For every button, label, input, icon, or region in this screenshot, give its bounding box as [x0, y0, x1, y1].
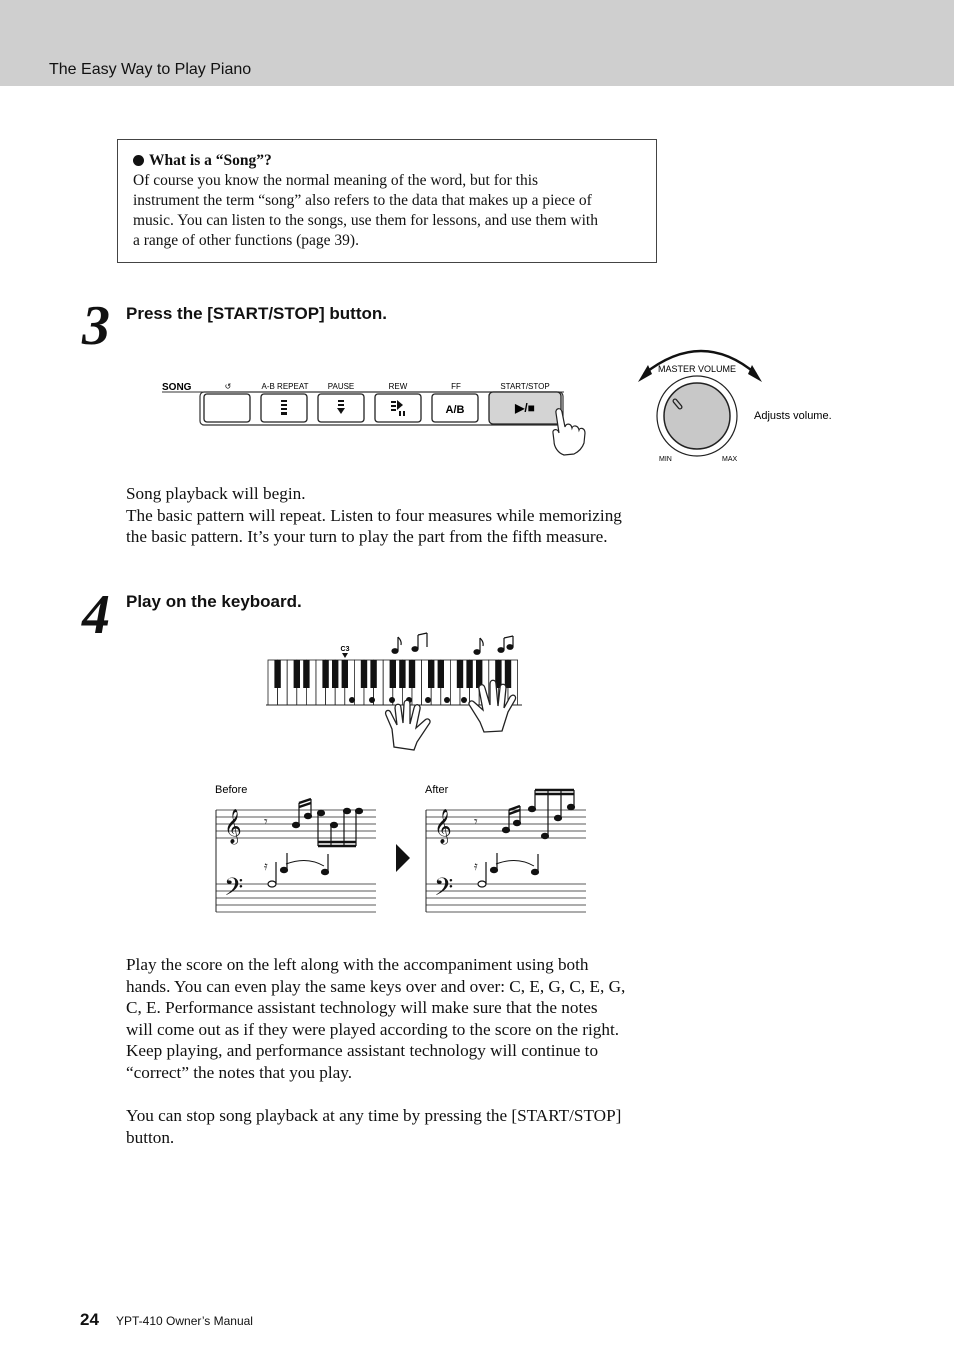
black-key: [370, 660, 376, 688]
step-number: 3: [82, 295, 110, 357]
page-number: 24: [80, 1310, 99, 1329]
note-line: instrument the term “song” also refers to the data that makes up a piece of: [133, 192, 592, 209]
start-stop-label: START/STOP: [500, 382, 550, 391]
ab-repeat-button[interactable]: [261, 394, 307, 422]
black-key: [438, 660, 444, 688]
manual-title: YPT-410 Owner’s Manual: [116, 1314, 253, 1328]
black-key: [390, 660, 396, 688]
section-title: The Easy Way to Play Piano: [49, 61, 252, 78]
score-before-label: Before: [215, 784, 248, 796]
pressing-hand-icon: [553, 409, 585, 455]
arrow-right-icon: [396, 844, 410, 872]
step-title: Press the [START/STOP] button.: [126, 304, 387, 323]
treble-clef-icon: 𝄞: [434, 810, 452, 843]
bass-clef-icon: 𝄢: [224, 874, 244, 907]
rew-button[interactable]: [375, 394, 421, 422]
bass-clef-icon: 𝄢: [434, 874, 454, 907]
after-notes: [474, 790, 575, 887]
black-key: [409, 660, 415, 688]
master-volume-label: MASTER VOLUME: [657, 364, 737, 374]
black-key: [294, 660, 300, 688]
black-key: [399, 660, 405, 688]
c3-marker-label: C3: [340, 646, 350, 653]
note-line: music. You can listen to the songs, use them for lessons, and use them with: [133, 212, 598, 229]
score-comparison: [212, 780, 592, 916]
pause-button[interactable]: [318, 394, 364, 422]
score-after-label: After: [425, 784, 449, 796]
song-control-panel: [158, 375, 598, 460]
step3-body: Song playback will begin. The basic pattern will repeat. Listen to four measures while memorizing the basic pattern. It’s your turn to play the part from the fifth measure.: [126, 484, 622, 547]
black-key: [476, 660, 482, 688]
black-key: [457, 660, 463, 688]
left-hand-icon: [386, 700, 431, 750]
black-key: [361, 660, 367, 688]
bullet-icon: [133, 155, 144, 166]
step-title: Play on the keyboard.: [126, 592, 302, 611]
treble-clef-icon: 𝄞: [224, 810, 242, 843]
music-notes-icon: [392, 633, 513, 654]
volume-max-label: MAX: [722, 456, 738, 463]
start-stop-face: ▶/■: [515, 401, 535, 415]
volume-min-label: MIN: [659, 456, 672, 463]
black-key: [428, 660, 434, 688]
start-stop-button[interactable]: [489, 392, 561, 424]
step4-closing: You can stop song playback at any time by pressing the [START/STOP] button.: [126, 1106, 622, 1147]
keyboard-illustration: [264, 632, 526, 756]
step4-body: Play the score on the left along with the accompaniment using both hands. You can even play the same keys over and over: C, E, G, C, E, G, C, E. Performance assistant technology will make sure that the notes will come out as if they were played according to the score on the right. Keep playing, and performance assistant technology will continue to “correct” the notes that you play.: [126, 955, 626, 1082]
pause-label: PAUSE: [327, 382, 355, 391]
repeat-button[interactable]: [204, 394, 250, 422]
ff-button[interactable]: [432, 394, 478, 422]
song-label: SONG: [162, 382, 192, 393]
repeat-button-label: ↺: [224, 382, 232, 391]
note-line: a range of other functions (page 39).: [133, 232, 359, 249]
rew-label: REW: [388, 382, 408, 391]
page-header: [0, 0, 954, 86]
step-number: 4: [82, 584, 110, 646]
svg-text:𝄿: 𝄿: [264, 859, 268, 873]
before-notes: [264, 799, 363, 887]
volume-dial[interactable]: [664, 383, 730, 449]
black-key: [322, 660, 328, 688]
note-line: Of course you know the normal meaning of the word, but for this: [133, 172, 539, 189]
black-key: [342, 660, 348, 688]
black-key: [303, 660, 309, 688]
black-key: [466, 660, 472, 688]
black-key: [505, 660, 511, 688]
c3-marker-icon: [342, 653, 348, 658]
master-volume-knob: [634, 338, 849, 466]
volume-note: Adjusts volume.: [754, 410, 832, 422]
ff-label: FF: [451, 382, 461, 391]
note-box: [117, 139, 657, 263]
svg-text:𝄾: 𝄾: [474, 813, 478, 829]
ff-button-face: A/B: [445, 404, 465, 416]
note-title: What is a “Song”?: [133, 151, 642, 171]
black-key: [274, 660, 280, 688]
black-key: [332, 660, 338, 688]
svg-text:𝄿: 𝄿: [474, 859, 478, 873]
svg-text:𝄾: 𝄾: [264, 813, 268, 829]
ab-repeat-label: A-B REPEAT: [261, 382, 309, 391]
